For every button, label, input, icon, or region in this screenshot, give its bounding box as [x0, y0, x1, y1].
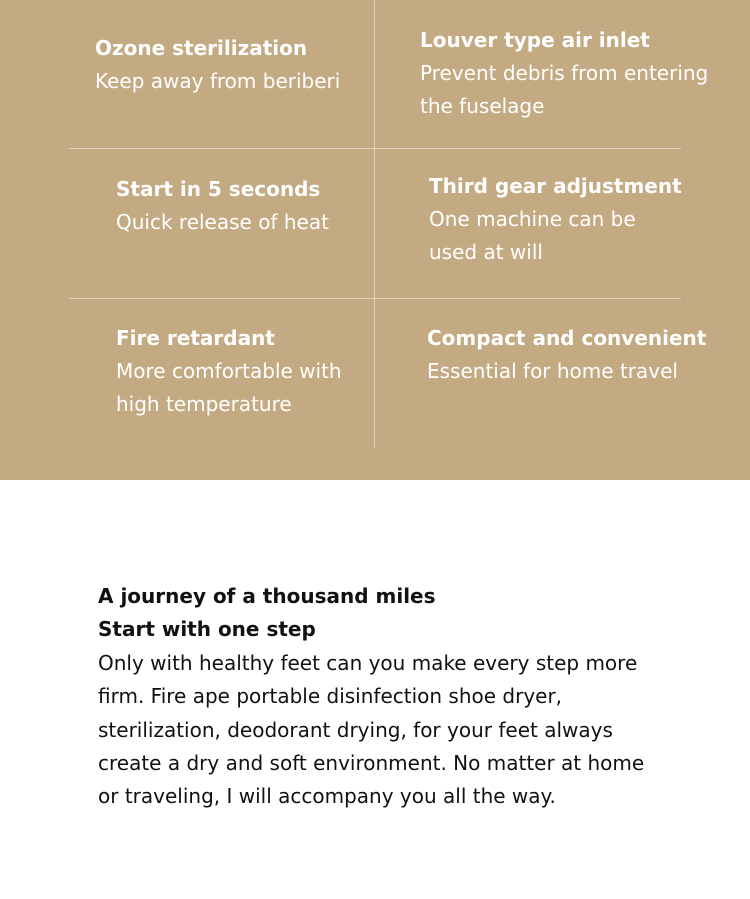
feature-title: Fire retardant: [116, 326, 275, 350]
story-heading-line-2: Start with one step: [98, 617, 316, 642]
feature-ozone-sterilization: [95, 32, 365, 98]
feature-title: Start in 5 seconds: [116, 177, 321, 201]
feature-description: One machine can be used at will: [429, 207, 636, 264]
feature-third-gear: [429, 170, 689, 269]
feature-description: Essential for home travel: [427, 359, 678, 383]
vertical-divider: [374, 0, 375, 448]
feature-title: Ozone sterilization: [95, 36, 308, 60]
horizontal-divider: [69, 148, 681, 149]
feature-description: More comfortable with high temperature: [116, 359, 342, 416]
feature-louver-air-inlet: [420, 24, 720, 123]
feature-title: Louver type air inlet: [420, 28, 650, 52]
feature-title: Third gear adjustment: [429, 174, 682, 198]
feature-title: Compact and convenient: [427, 326, 707, 350]
story-heading-line-1: A journey of a thousand miles: [98, 584, 436, 608]
feature-start-5-seconds: [116, 173, 366, 239]
story-body: Only with healthy feet can you make every step more firm. Fire ape portable disinfection shoe dryer, sterilization, deodorant drying, for your feet always create a dry and soft environment. No matter at home or traveling, I will accompany you all the way.: [98, 650, 645, 809]
horizontal-divider: [69, 298, 681, 299]
feature-description: Keep away from beriberi: [95, 69, 341, 93]
feature-description: Prevent debris from entering the fuselage: [420, 61, 709, 118]
feature-fire-retardant: [116, 322, 366, 421]
feature-description: Quick release of heat: [116, 210, 329, 234]
feature-compact-convenient: [427, 322, 727, 388]
story-text-block: [98, 580, 658, 814]
